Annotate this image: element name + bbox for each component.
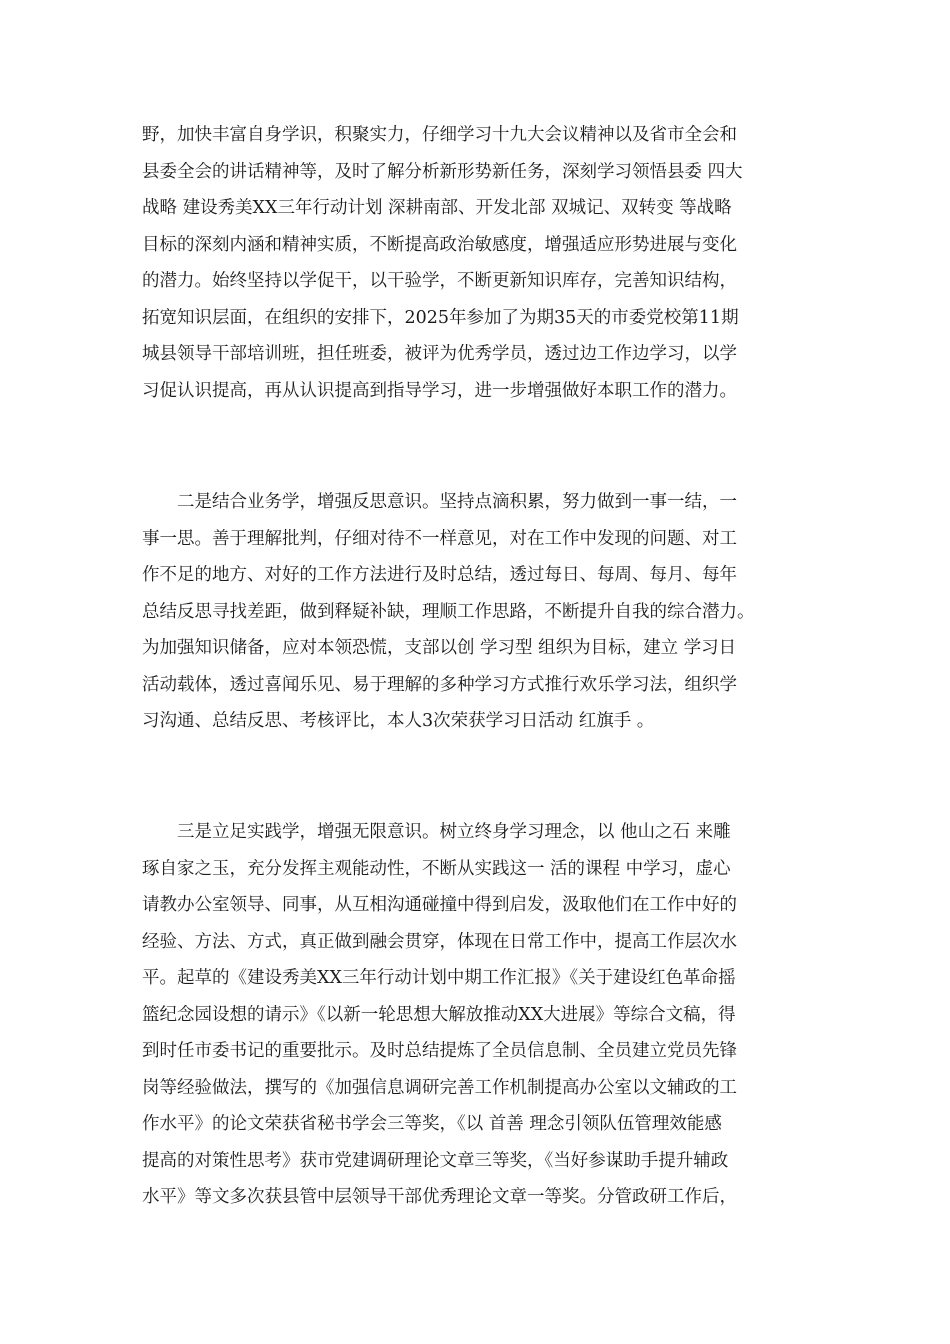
paragraph-1 <box>142 117 812 409</box>
text-line: 篮纪念园设想的请示》《以新一轮思想大解放推动XX大进展》等综合文稿，得 <box>142 1004 736 1025</box>
text-line: 平。起草的《建设秀美XX三年行动计划中期工作汇报》《关于建设红色革命摇 <box>142 968 736 988</box>
text-line: 岗等经验做法，撰写的《加强信息调研完善工作机制提高办公室以文辅政的工 <box>142 1077 737 1098</box>
text-line: 事一思。善于理解批判，仔细对待不一样意见，对在工作中发现的问题、对工 <box>142 528 737 549</box>
text-line: 作不足的地方、对好的工作方法进行及时总结，透过每日、每周、每月、每年 <box>142 565 737 585</box>
text-line: 的潜力。始终坚持以学促干，以干验学，不断更新知识库存，完善知识结构， <box>142 271 737 291</box>
text-line: 经验、方法、方式，真正做到融会贯穿，体现在日常工作中，提高工作层次水 <box>142 931 737 952</box>
text-line: 城县领导干部培训班，担任班委，被评为优秀学员，透过边工作边学习，以学 <box>142 344 737 364</box>
text-line: 习沟通、总结反思、考核评比，本人3次荣获学习日活动 红旗手 。 <box>142 711 655 731</box>
text-line: 二是结合业务学，增强反思意识。坚持点滴积累，努力做到一事一结，一 <box>142 492 737 512</box>
text-line: 野，加快丰富自身学识，积聚实力，仔细学习十九大会议精神以及省市全会和 <box>142 125 737 145</box>
text-line: 水平》等文多次获县管中层领导干部优秀理论文章一等奖。分管政研工作后， <box>142 1187 737 1207</box>
text-line: 活动载体，透过喜闻乐见、易于理解的多种学习方式推行欢乐学习法，组织学 <box>142 674 737 695</box>
text-line: 琢自家之玉，充分发挥主观能动性，不断从实践这一 活的课程 中学习，虚心 <box>142 858 731 879</box>
text-line: 县委全会的讲话精神等，及时了解分析新形势新任务，深刻学习领悟县委 四大 <box>142 161 743 182</box>
text-line: 战略 建设秀美XX三年行动计划 深耕南部、开发北部 双城记、双转变 等战略 <box>142 198 732 218</box>
text-line: 请教办公室领导、同事，从互相沟通碰撞中得到启发，汲取他们在工作中好的 <box>142 895 737 915</box>
text-line: 总结反思寻找差距，做到释疑补缺，理顺工作思路，不断提升自我的综合潜力。 <box>142 601 755 622</box>
text-line: 提高的对策性思考》获市党建调研理论文章三等奖，《当好参谋助手提升辅政 <box>142 1150 729 1171</box>
text-line: 为加强知识储备，应对本领恐慌，支部以创 学习型 组织为目标，建立 学习日 <box>142 638 737 658</box>
text-line: 目标的深刻内涵和精神实质，不断提高政治敏感度，增强适应形势进展与变化 <box>142 234 737 255</box>
paragraph-2 <box>142 484 812 740</box>
text-line: 到时任市委书记的重要批示。及时总结提炼了全员信息制、全员建立党员先锋 <box>142 1041 737 1061</box>
text-line: 作水平》的论文荣获省秘书学会三等奖，《以 首善 理念引领队伍管理效能感 <box>142 1114 722 1134</box>
text-line: 拓宽知识层面，在组织的安排下，2025年参加了为期35天的市委党校第11期 <box>142 307 739 328</box>
paragraph-3 <box>142 814 812 1216</box>
text-line: 三是立足实践学，增强无限意识。树立终身学习理念，以 他山之石 来雕 <box>142 822 731 842</box>
text-line: 习促认识提高，再从认识提高到指导学习，进一步增强做好本职工作的潜力。 <box>142 380 737 401</box>
